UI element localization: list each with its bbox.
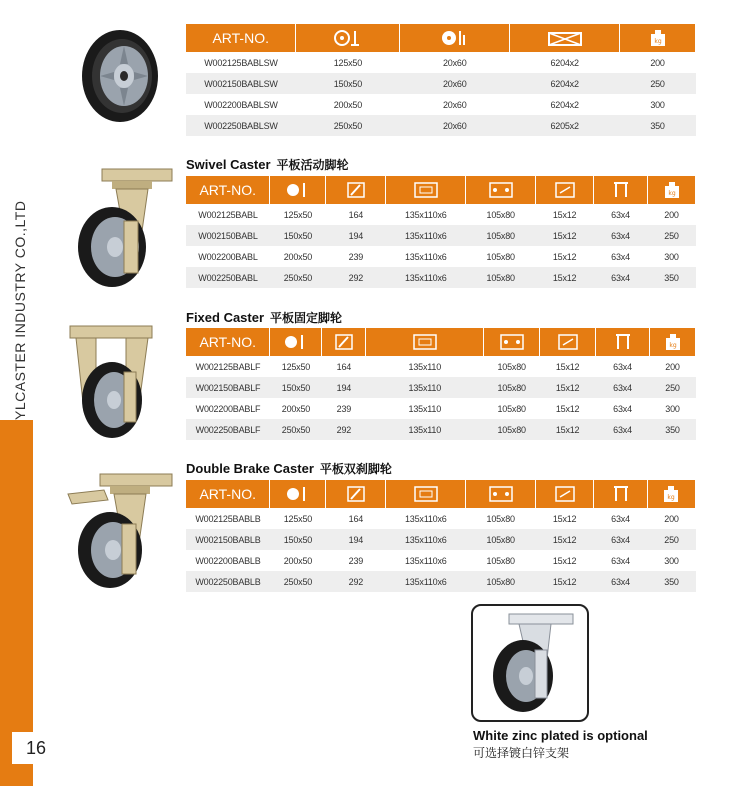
- col-height: [326, 176, 386, 204]
- double-brake-caster-image: [64, 470, 180, 590]
- axle-icon: [440, 29, 470, 47]
- cell: 200: [620, 52, 696, 73]
- cell: 135x110x6: [386, 550, 466, 571]
- cell: 300: [647, 550, 695, 571]
- offset-icon: [613, 333, 633, 351]
- col-bolt-spacing: [466, 176, 536, 204]
- cell: 292: [322, 419, 366, 440]
- col-offset: [594, 176, 648, 204]
- cell: 250x50: [270, 419, 322, 440]
- cell: 135x110: [366, 356, 484, 377]
- cell: W002200BABLB: [186, 550, 270, 571]
- col-axle: [400, 24, 510, 52]
- col-art-no: ART-NO.: [186, 480, 270, 508]
- bearing-icon: [547, 31, 583, 47]
- side-bar-gap-top: [0, 0, 33, 140]
- cell: 15x12: [536, 246, 594, 267]
- table-row: [186, 550, 696, 571]
- company-name: YLCASTER INDUSTRY CO.,LTD: [12, 200, 28, 420]
- cell: 239: [322, 398, 366, 419]
- cell: 135x110x6: [386, 508, 466, 529]
- cell: 135x110x6: [386, 529, 466, 550]
- cell: 164: [326, 204, 386, 225]
- cell: 63x4: [596, 398, 650, 419]
- table-row: [186, 52, 696, 73]
- cell: 350: [648, 267, 696, 288]
- fixed-caster-image: [66, 322, 176, 442]
- svg-text:kg: kg: [668, 342, 677, 349]
- table-row: [186, 529, 696, 550]
- cell: 63x4: [594, 508, 648, 529]
- col-art-no: ART-NO.: [186, 176, 270, 204]
- double-brake-title-cn: 平板双刹脚轮: [319, 462, 392, 476]
- wheel-image: [72, 22, 168, 130]
- cell: 20x60: [400, 73, 510, 94]
- table-row: [186, 356, 696, 377]
- cell: 15x12: [536, 550, 594, 571]
- cell: 194: [326, 529, 386, 550]
- col-bolt-hole: [540, 328, 596, 356]
- wheel-spec-table: [186, 24, 696, 136]
- bolt-spacing-icon: [488, 181, 514, 199]
- cell: 250: [650, 377, 696, 398]
- cell: 250: [647, 529, 695, 550]
- cell: 200x50: [270, 550, 326, 571]
- col-bolt-spacing: [466, 480, 536, 508]
- cell: 135x110x6: [386, 571, 466, 592]
- cell: 105x80: [484, 419, 540, 440]
- plate-size-icon: [412, 333, 438, 351]
- cell: 6205x2: [510, 115, 620, 136]
- inset-caption-en: White zinc plated is optional: [473, 728, 648, 743]
- cell: 6204x2: [510, 73, 620, 94]
- col-wheel-size: [270, 480, 326, 508]
- cell: 105x80: [484, 356, 540, 377]
- table-row: [186, 571, 696, 592]
- cell: 239: [326, 246, 386, 267]
- swivel-spec-table: [186, 176, 696, 288]
- col-plate-size: [386, 480, 466, 508]
- cell: 250x50: [270, 267, 326, 288]
- wheel-size-icon: [283, 333, 309, 351]
- cell: 105x80: [466, 550, 536, 571]
- col-offset: [594, 480, 648, 508]
- cell: 350: [620, 115, 696, 136]
- cell: 250x50: [270, 571, 326, 592]
- mount-height-icon: [346, 485, 366, 503]
- bolt-spacing-icon: [488, 485, 514, 503]
- col-bearing: [510, 24, 620, 52]
- cell: 15x12: [540, 419, 596, 440]
- cell: 292: [326, 267, 386, 288]
- bolt-hole-icon: [557, 333, 579, 351]
- mount-height-icon: [334, 333, 354, 351]
- cell: W002150BABLF: [186, 377, 270, 398]
- table-row: [186, 419, 696, 440]
- cell: 200: [648, 204, 696, 225]
- svg-text:kg: kg: [653, 38, 662, 45]
- col-offset: [596, 328, 650, 356]
- cell: 135x110: [366, 419, 484, 440]
- cell: 200: [647, 508, 695, 529]
- col-bolt-hole: [536, 176, 594, 204]
- wheel-size-icon: [285, 181, 311, 199]
- table-row: [186, 267, 696, 288]
- cell: W002125BABLF: [186, 356, 270, 377]
- fixed-title-cn: 平板固定脚轮: [270, 311, 343, 325]
- cell: 150x50: [270, 377, 322, 398]
- cell: 6204x2: [510, 52, 620, 73]
- swivel-title: [186, 156, 349, 173]
- col-bolt-spacing: [484, 328, 540, 356]
- col-wheel-size: [296, 24, 400, 52]
- col-plate-size: [386, 176, 466, 204]
- plate-size-icon: [413, 485, 439, 503]
- weight-load-icon: [661, 484, 681, 504]
- cell: 250: [620, 73, 696, 94]
- swivel-title-en: Swivel Caster: [186, 157, 271, 172]
- cell: 105x80: [466, 204, 536, 225]
- col-load: [650, 328, 696, 356]
- table-row: [186, 94, 696, 115]
- cell: 63x4: [594, 550, 648, 571]
- col-bolt-hole: [536, 480, 594, 508]
- cell: 200: [650, 356, 696, 377]
- col-art-no: ART-NO.: [186, 328, 270, 356]
- cell: 20x60: [400, 115, 510, 136]
- col-load: [647, 480, 695, 508]
- cell: 135x110x6: [386, 267, 466, 288]
- cell: 105x80: [466, 508, 536, 529]
- fixed-spec-table: [186, 328, 696, 440]
- table-row: [186, 115, 696, 136]
- cell: 292: [326, 571, 386, 592]
- table-row: [186, 377, 696, 398]
- table-row: [186, 225, 696, 246]
- cell: 20x60: [400, 94, 510, 115]
- col-wheel-size: [270, 176, 326, 204]
- cell: 15x12: [536, 225, 594, 246]
- bolt-hole-icon: [554, 181, 576, 199]
- cell: 135x110: [366, 377, 484, 398]
- svg-text:kg: kg: [667, 494, 676, 501]
- cell: 200x50: [270, 398, 322, 419]
- cell: 239: [326, 550, 386, 571]
- col-height: [326, 480, 386, 508]
- cell: W002250BABLB: [186, 571, 270, 592]
- cell: 125x50: [270, 356, 322, 377]
- cell: 194: [326, 225, 386, 246]
- cell: 105x80: [484, 398, 540, 419]
- svg-text:kg: kg: [667, 190, 676, 197]
- cell: 105x80: [466, 225, 536, 246]
- table-row: [186, 204, 696, 225]
- cell: 20x60: [400, 52, 510, 73]
- cell: 300: [620, 94, 696, 115]
- cell: 63x4: [596, 419, 650, 440]
- cell: 15x12: [536, 529, 594, 550]
- cell: 105x80: [466, 571, 536, 592]
- cell: W002250BABLSW: [186, 115, 296, 136]
- cell: W002150BABLSW: [186, 73, 296, 94]
- cell: 350: [647, 571, 695, 592]
- swivel-title-cn: 平板活动脚轮: [276, 158, 349, 172]
- cell: 300: [650, 398, 696, 419]
- cell: W002200BABLSW: [186, 94, 296, 115]
- cell: 250: [648, 225, 696, 246]
- offset-icon: [611, 485, 631, 503]
- fixed-title: [186, 309, 342, 326]
- cell: 105x80: [484, 377, 540, 398]
- white-zinc-caster-image: [473, 606, 587, 720]
- col-art-no: ART-NO.: [186, 24, 296, 52]
- col-wheel-size: [270, 328, 322, 356]
- table-row: [186, 246, 696, 267]
- cell: 300: [648, 246, 696, 267]
- cell: W002150BABL: [186, 225, 270, 246]
- cell: 194: [322, 377, 366, 398]
- cell: 135x110x6: [386, 204, 466, 225]
- plate-size-icon: [413, 181, 439, 199]
- cell: 164: [322, 356, 366, 377]
- cell: 250x50: [296, 115, 400, 136]
- weight-load-icon: [662, 180, 682, 200]
- cell: 164: [326, 508, 386, 529]
- cell: 63x4: [594, 246, 648, 267]
- cell: 63x4: [594, 204, 648, 225]
- cell: W002125BABLB: [186, 508, 270, 529]
- cell: 15x12: [536, 204, 594, 225]
- cell: 105x80: [466, 246, 536, 267]
- col-height: [322, 328, 366, 356]
- cell: 105x80: [466, 529, 536, 550]
- cell: W002150BABLB: [186, 529, 270, 550]
- cell: 125x50: [270, 204, 326, 225]
- cell: W002250BABL: [186, 267, 270, 288]
- mount-height-icon: [346, 181, 366, 199]
- cell: 135x110: [366, 398, 484, 419]
- cell: 15x12: [536, 571, 594, 592]
- double-brake-spec-table: [186, 480, 696, 592]
- cell: 63x4: [594, 529, 648, 550]
- cell: W002125BABLSW: [186, 52, 296, 73]
- cell: 63x4: [594, 267, 648, 288]
- offset-icon: [611, 181, 631, 199]
- weight-load-icon: [648, 28, 668, 48]
- cell: 135x110x6: [386, 225, 466, 246]
- cell: 150x50: [270, 529, 326, 550]
- cell: 15x12: [536, 508, 594, 529]
- cell: 63x4: [596, 356, 650, 377]
- wheel-size-icon: [333, 29, 363, 47]
- cell: 200x50: [270, 246, 326, 267]
- cell: 15x12: [540, 377, 596, 398]
- cell: 15x12: [536, 267, 594, 288]
- cell: 125x50: [270, 508, 326, 529]
- cell: 6204x2: [510, 94, 620, 115]
- double-brake-title: [186, 460, 392, 477]
- cell: 200x50: [296, 94, 400, 115]
- cell: 105x80: [466, 267, 536, 288]
- table-row: [186, 73, 696, 94]
- inset-caption-cn: 可选择镀白锌支架: [473, 746, 570, 760]
- page-number: 16: [12, 732, 56, 764]
- cell: W002125BABL: [186, 204, 270, 225]
- cell: 135x110x6: [386, 246, 466, 267]
- cell: W002250BABLF: [186, 419, 270, 440]
- bolt-spacing-icon: [499, 333, 525, 351]
- cell: 63x4: [594, 571, 648, 592]
- col-load: [620, 24, 696, 52]
- fixed-title-en: Fixed Caster: [186, 310, 265, 325]
- cell: W002200BABLF: [186, 398, 270, 419]
- cell: W002200BABL: [186, 246, 270, 267]
- cell: 350: [650, 419, 696, 440]
- cell: 150x50: [296, 73, 400, 94]
- cell: 125x50: [296, 52, 400, 73]
- cell: 15x12: [540, 356, 596, 377]
- col-load: [648, 176, 696, 204]
- cell: 63x4: [594, 225, 648, 246]
- col-plate-size: [366, 328, 484, 356]
- cell: 15x12: [540, 398, 596, 419]
- table-row: [186, 508, 696, 529]
- white-zinc-inset: [471, 604, 589, 722]
- table-row: [186, 398, 696, 419]
- swivel-caster-image: [68, 165, 178, 290]
- wheel-size-icon: [285, 485, 311, 503]
- cell: 63x4: [596, 377, 650, 398]
- double-brake-title-en: Double Brake Caster: [186, 461, 314, 476]
- cell: 150x50: [270, 225, 326, 246]
- bolt-hole-icon: [554, 485, 576, 503]
- weight-load-icon: [663, 332, 683, 352]
